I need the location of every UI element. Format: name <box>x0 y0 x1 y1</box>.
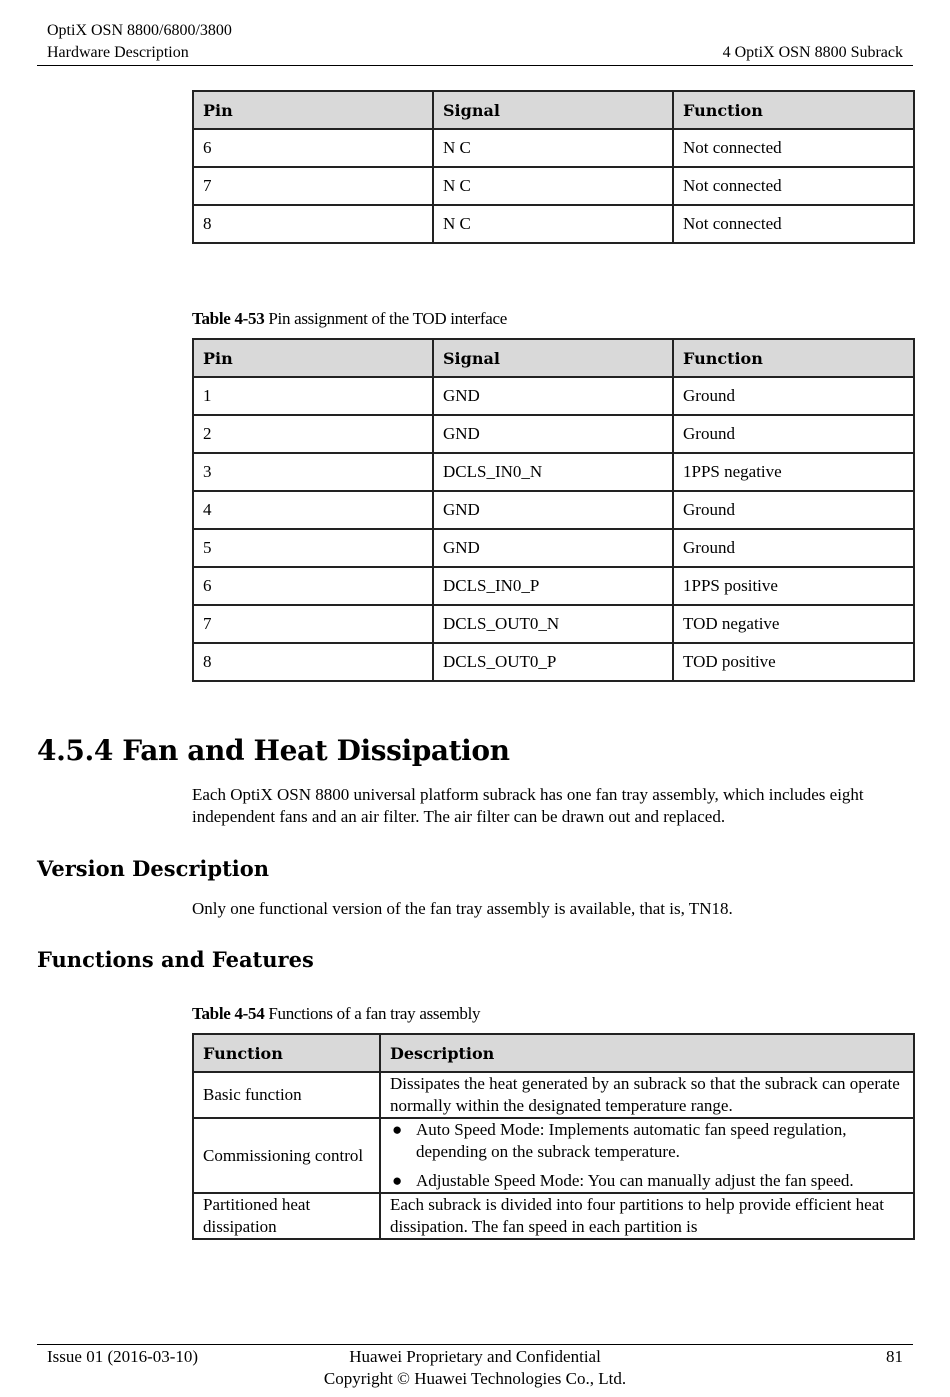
table-cell: 3 <box>193 453 433 491</box>
table-cell: TOD positive <box>673 643 914 681</box>
header-doc-title: Hardware Description <box>47 44 189 61</box>
table-row <box>193 129 914 167</box>
table-cell: DCLS_IN0_N <box>433 453 673 491</box>
list-item <box>390 1170 904 1192</box>
table-cell: Commissioning control <box>193 1118 380 1193</box>
table-cell: 4 <box>193 491 433 529</box>
table-cell: Each subrack is divided into four partitions to help provide efficient heat dissipation. The fan speed in each partition is <box>380 1193 914 1239</box>
column-header: Function <box>193 1034 380 1072</box>
table-cell: Ground <box>673 491 914 529</box>
table-cell: N C <box>433 167 673 205</box>
table-row <box>193 167 914 205</box>
table-row <box>193 491 914 529</box>
column-header: Description <box>380 1034 914 1072</box>
table-row <box>193 205 914 243</box>
column-header: Signal <box>433 91 673 129</box>
table-cell: Dissipates the heat generated by an subrack so that the subrack can operate normally within the designated temperature range. <box>380 1072 914 1118</box>
column-header: Pin <box>193 91 433 129</box>
caption-text: Pin assignment of the TOD interface <box>268 309 507 328</box>
table-cell: N C <box>433 205 673 243</box>
table-cell: 6 <box>193 567 433 605</box>
column-header: Function <box>673 339 914 377</box>
table-cell: Ground <box>673 377 914 415</box>
table-row <box>193 605 914 643</box>
table-row <box>193 415 914 453</box>
table-cell: Partitioned heat dissipation <box>193 1193 380 1239</box>
fan-functions-table <box>192 1033 915 1240</box>
table-cell: Not connected <box>673 129 914 167</box>
table-row <box>193 453 914 491</box>
table-cell: Not connected <box>673 167 914 205</box>
table-cell: TOD negative <box>673 605 914 643</box>
table-header-row <box>193 1034 914 1072</box>
header-chapter: 4 OptiX OSN 8800 Subrack <box>722 44 903 61</box>
header-product: OptiX OSN 8800/6800/3800 <box>47 22 232 39</box>
table-cell: Ground <box>673 529 914 567</box>
column-header: Signal <box>433 339 673 377</box>
section-title: 4.5.4 Fan and Heat Dissipation <box>37 734 510 767</box>
section-intro: Each OptiX OSN 8800 universal platform subrack has one fan tray assembly, which includes eight independent fans and an air filter. The air filter can be drawn out and replaced. <box>192 785 864 826</box>
table-cell: 7 <box>193 167 433 205</box>
version-heading: Version Description <box>37 856 270 881</box>
table-header-row <box>193 91 914 129</box>
table-caption-tod <box>192 309 507 329</box>
table-header-row <box>193 339 914 377</box>
tod-pin-table <box>192 338 915 682</box>
table-cell: 7 <box>193 605 433 643</box>
footer-copyright: Copyright © Huawei Technologies Co., Ltd. <box>323 1369 627 1388</box>
footer-issue: Issue 01 (2016-03-10) <box>47 1347 199 1366</box>
column-header: Pin <box>193 339 433 377</box>
table-cell: Ground <box>673 415 914 453</box>
caption-text: Functions of a fan tray assembly <box>268 1004 481 1023</box>
table-cell: Basic function <box>193 1072 380 1118</box>
caption-label: Table 4-54 <box>192 1004 265 1023</box>
table-cell: N C <box>433 129 673 167</box>
list-item-text: Adjustable Speed Mode: You can manually adjust the fan speed. <box>416 1171 854 1190</box>
page-number: 81 <box>886 1347 903 1366</box>
table-cell: 8 <box>193 643 433 681</box>
table-cell: Not connected <box>673 205 914 243</box>
header-divider <box>37 65 913 66</box>
table-cell: DCLS_OUT0_P <box>433 643 673 681</box>
table-row <box>193 1118 914 1193</box>
table-cell <box>380 1118 914 1193</box>
table-row <box>193 643 914 681</box>
footer-confidential: Huawei Proprietary and Confidential <box>349 1347 601 1366</box>
table-cell: 6 <box>193 129 433 167</box>
version-text: Only one functional version of the fan tray assembly is available, that is, TN18. <box>192 899 733 918</box>
column-header: Function <box>673 91 914 129</box>
table-cell: 2 <box>193 415 433 453</box>
table-row <box>193 529 914 567</box>
table-row <box>193 567 914 605</box>
features-heading: Functions and Features <box>37 947 314 972</box>
table-caption-fan <box>192 1004 480 1024</box>
list-item-text: Auto Speed Mode: Implements automatic fan speed regulation, depending on the subrack temperature. <box>416 1120 847 1161</box>
table-cell: DCLS_IN0_P <box>433 567 673 605</box>
table-row <box>193 1072 914 1118</box>
bullet-icon: ● <box>392 1120 403 1139</box>
table-cell: 5 <box>193 529 433 567</box>
bullet-icon: ● <box>392 1171 403 1190</box>
caption-label: Table 4-53 <box>192 309 265 328</box>
footer-divider <box>37 1344 913 1345</box>
bullet-list <box>390 1119 904 1192</box>
list-item <box>390 1119 904 1163</box>
table-cell: 1PPS positive <box>673 567 914 605</box>
table-cell: GND <box>433 491 673 529</box>
table-cell: GND <box>433 415 673 453</box>
table-cell: GND <box>433 377 673 415</box>
table-cell: 1PPS negative <box>673 453 914 491</box>
table-row <box>193 1193 914 1239</box>
table-cell: DCLS_OUT0_N <box>433 605 673 643</box>
table-cell: GND <box>433 529 673 567</box>
pin-table-continued <box>192 90 915 244</box>
table-cell: 1 <box>193 377 433 415</box>
table-row <box>193 377 914 415</box>
table-cell: 8 <box>193 205 433 243</box>
